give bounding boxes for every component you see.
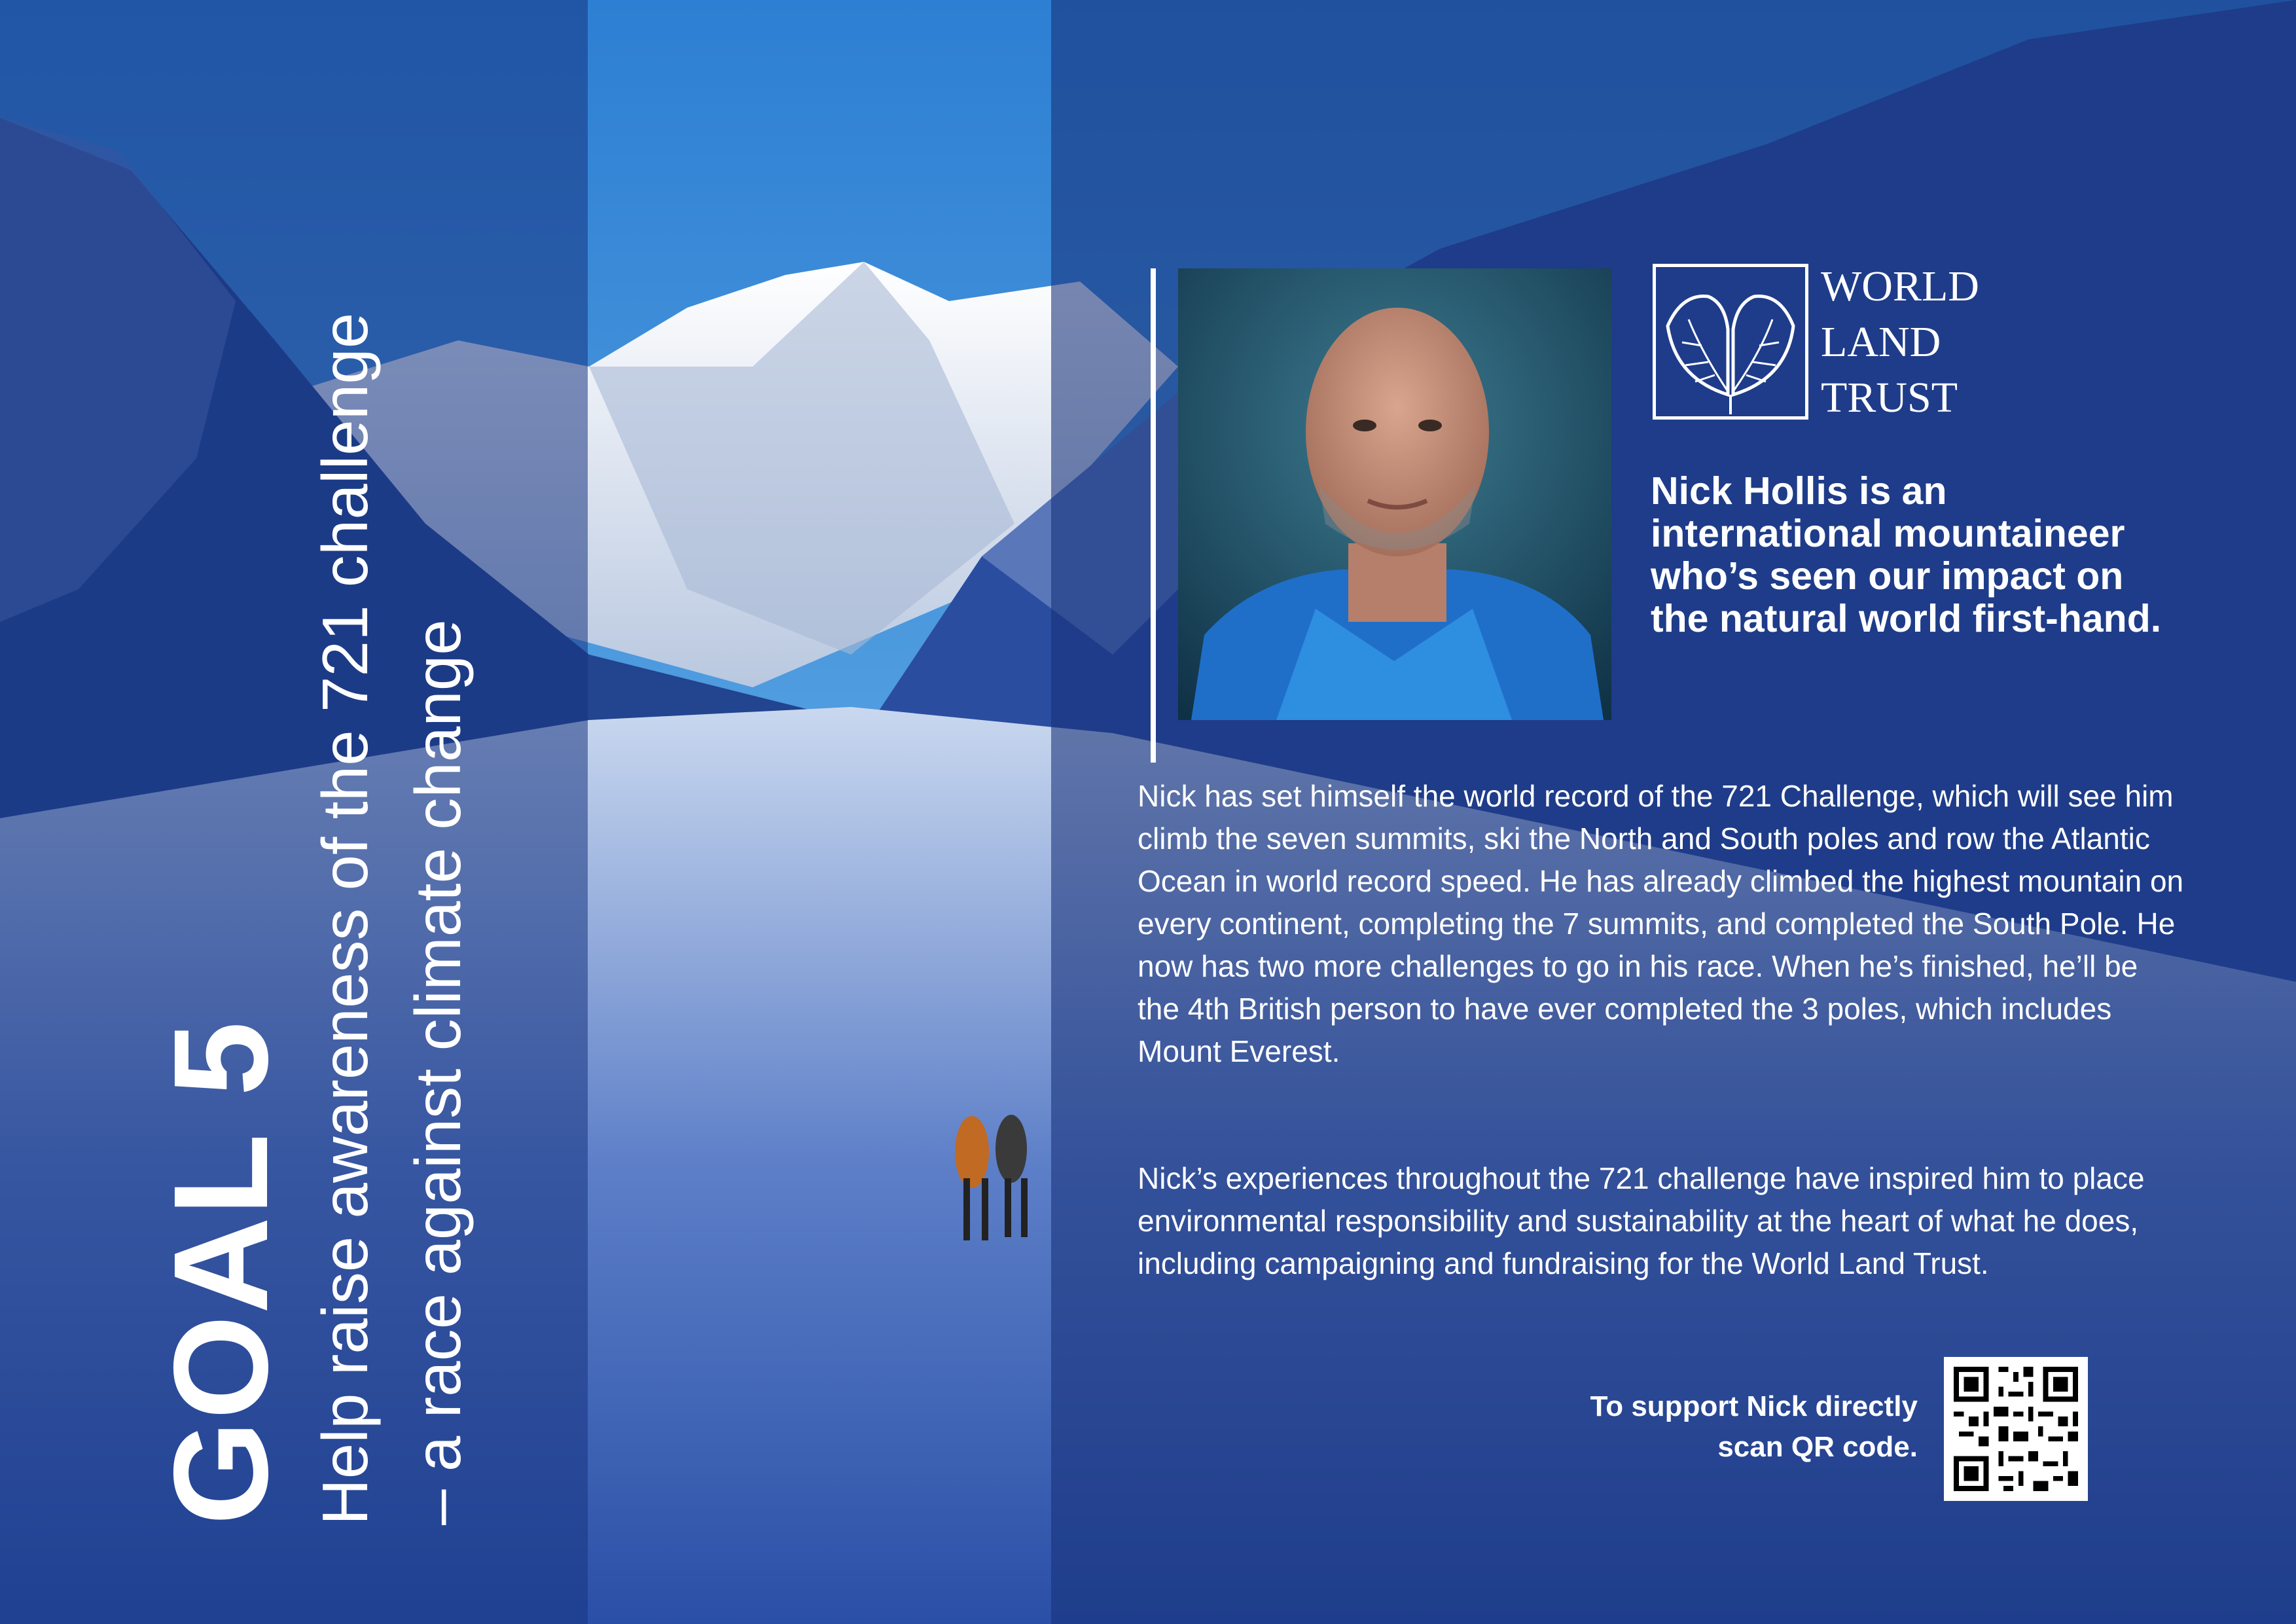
qr-code[interactable] [1944, 1357, 2088, 1501]
logo-line-trust: TRUST [1821, 374, 1958, 422]
body-paragraph-2: Nick’s experiences throughout the 721 challenge have inspired him to place environmental responsibility and sustainability at the heart of what he does, including campaigning and fundraising for the World Land Trust. [1138, 1161, 2145, 1280]
divider-line [1151, 268, 1156, 763]
goal-subtitle-line1: Help raise awareness of the 721 challenge [309, 312, 381, 1525]
goal-title: GOAL 5 [146, 1020, 296, 1525]
logo-line-land: LAND [1821, 318, 1941, 366]
support-line-1: To support Nick directly [1590, 1390, 1918, 1422]
support-line-2: scan QR code. [1717, 1431, 1918, 1463]
logo-line-world: WORLD [1821, 262, 1979, 310]
headline: Nick Hollis is an international mountaineer who’s seen our impact on the natural world first-hand. [1651, 469, 2162, 640]
goal-subtitle-line2: – a race against climate change [402, 619, 474, 1525]
portrait-photo [1178, 268, 1611, 720]
world-land-trust-wordmark [1821, 259, 1979, 425]
body-paragraph-1: Nick has set himself the world record of the 721 Challenge, which will see him climb the seven summits, ski the North and South poles and row the Atlantic Ocean in world record speed. He has already climbed the highest mountain on every continent, completing the 7 summits, and completed the South Pole. He now has two more challenges to go in his race. When he’s finished, he’ll be the 4th British person to have ever completed the 3 poles, which includes Mount Everest. [1138, 779, 2184, 1068]
leaf-logo-icon [1653, 264, 1808, 420]
support-caption [1460, 1386, 1918, 1468]
